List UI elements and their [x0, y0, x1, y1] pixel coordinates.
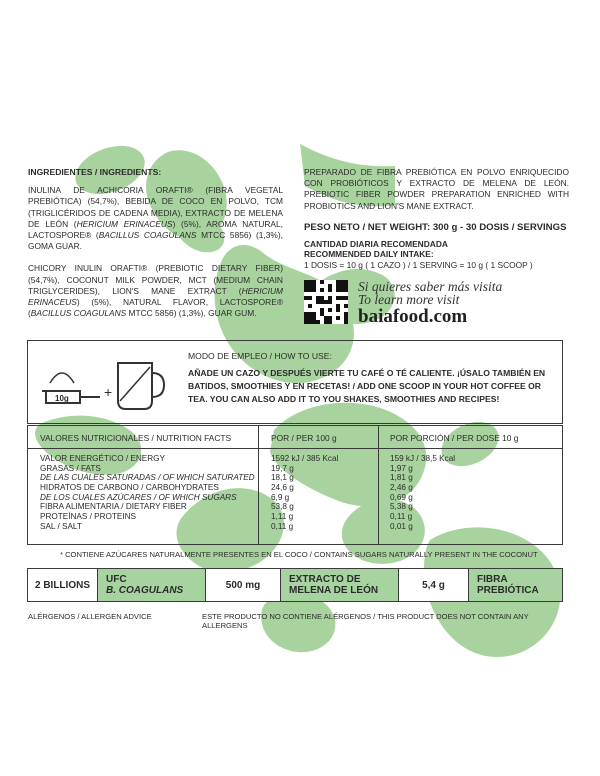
table-row — [28, 473, 562, 483]
nutrient-label: VALOR ENERGÉTICO / ENERGY — [40, 454, 165, 463]
daily-title-es: CANTIDAD DIARIA RECOMENDADA — [304, 239, 448, 250]
sugar-footnote: * CONTIENE AZÚCARES NATURALMENTE PRESENTES EN EL COCO / CONTAINS SUGARS NATURALLY PRESENT IN THE COCONUT — [60, 550, 538, 559]
website-link[interactable]: baiafood.com — [358, 306, 468, 328]
nutrient-perdose: 0,11 g — [390, 512, 413, 522]
nutrient-label: DE LAS CUALES SATURADAS / OF WHICH SATURATED — [40, 473, 255, 483]
extract-label: EXTRACTO DE MELENA DE LEÓN — [289, 574, 379, 596]
ing-es-c: ) (5%), AROMA NATURAL, LACTOSPORE® ( — [28, 218, 284, 241]
nutrient-perdose: 0,69 g — [390, 492, 413, 502]
nutrition-rows — [28, 454, 562, 532]
ing-es-a: INULINA DE ACHICORIA ORAFTI® (FIBRA VEGETAL PREBIÓTICA) (54,7%), BEBIDA DE COCO EN POLVO, TCM (TRIGLICÉRIDOS DE CADENA MEDIA), EXTRACTO DE MELENA DE LEÓN ( — [28, 185, 283, 229]
ingredients-en — [28, 263, 283, 319]
ufc-cell — [98, 569, 206, 601]
usage-body: AÑADE UN CAZO Y DESPUÉS VIERTE TU CAFÉ O TÉ CALIENTE. ¡ÚSALO TAMBIÉN EN BATIDOS, SMOOTHIES Y EN RECETAS! / ADD ONE SCOOP IN YOUR HOT COFFEE OR TEA. YOU CAN ALSO ADD IT TO YOU SHAKES, SMOOTHIES AND RECIPES! — [188, 368, 546, 404]
nutrient-per100: 6,9 g — [271, 492, 290, 502]
highlights-strip — [27, 568, 563, 602]
ingredients-es — [28, 185, 283, 252]
ing-en-a: CHICORY INULIN ORAFTI® (PREBIOTIC DIETARY FIBER) (54,7%), COCONUT MILK POWDER, MCT (MEDIUM CHAIN TRIGLYCERIDES), LION'S MANE EXTRACT ( — [28, 263, 283, 296]
mg-cell — [206, 569, 281, 601]
product-description: PREPARADO DE FIBRA PREBIÓTICA EN POLVO ENRIQUECIDO CON PROBIÓTICOS Y EXTRACTO DE MELENA DE LEÓN. PREBIOTIC FIBER POWDER PREPARATION ENRICHED WITH PROBIOTICS AND LION'S MANE EXTRACT. — [304, 167, 569, 211]
qr-code-icon[interactable] — [304, 280, 348, 324]
ingredients-section — [28, 167, 283, 330]
ing-en-e: MTCC 5856) (1,3%), GUAR GUM. — [126, 308, 257, 319]
nutrient-label: HIDRATOS DE CARBONO / CARBOHYDRATES — [40, 483, 219, 493]
table-row — [28, 502, 562, 512]
nutrient-per100: 1,11 g — [271, 512, 294, 522]
allergen-label: ALÉRGENOS / ALLERGEN ADVICE — [28, 612, 152, 621]
fiber-label: FIBRA PREBIÓTICA — [477, 574, 539, 596]
usage-text — [188, 351, 553, 406]
nutrient-per100: 0,11 g — [271, 521, 294, 531]
allergen-row — [28, 612, 562, 630]
fiber-grams-cell — [399, 569, 469, 601]
mg-value: 500 mg — [225, 579, 261, 591]
species-label: B. COAGULANS — [106, 585, 184, 596]
website-cta — [358, 280, 502, 328]
table-row — [28, 464, 562, 474]
nutrient-per100: 53,8 g — [271, 502, 294, 512]
scoop-label: 10g — [55, 394, 69, 403]
nutrition-header-perdose: POR PORCIÓN / PER DOSE 10 g — [390, 433, 519, 443]
table-row — [28, 512, 562, 522]
ing-en-b: HERICIUM ERINACEUS — [28, 285, 283, 308]
allergen-value: ESTE PRODUCTO NO CONTIENE ALÉRGENOS / THIS PRODUCT DOES NOT CONTAIN ANY ALLERGENS — [202, 612, 529, 630]
cta-es: Si quieres saber más visita — [358, 279, 503, 295]
nutrient-per100: 18,1 g — [271, 473, 294, 483]
table-row — [28, 493, 562, 503]
nutrient-label: PROTEÍNAS / PROTEINS — [40, 512, 136, 522]
nutrient-per100: 24,6 g — [271, 483, 294, 493]
nutrient-perdose: 0,01 g — [390, 521, 413, 531]
nutrient-label: DE LOS CUALES AZÚCARES / OF WHICH SUGARS — [40, 492, 237, 502]
ingredients-title: INGREDIENTES / INGREDIENTS: — [28, 167, 162, 177]
daily-intake-title — [304, 239, 569, 259]
usage-title: MODO DE EMPLEO / HOW TO USE: — [188, 351, 332, 361]
nutrition-header-per100: POR / PER 100 g — [271, 433, 337, 443]
table-row — [28, 522, 562, 532]
nutrient-per100: 19,7 g — [271, 463, 294, 473]
nutrition-table — [27, 425, 563, 545]
ing-en-c: ) (5%), NATURAL FLAVOR, LACTOSPORE® ( — [28, 297, 283, 319]
nutrient-label: FIBRA ALIMENTARIA / DIETARY FIBER — [40, 502, 187, 512]
nutrient-perdose: 159 kJ / 38,5 Kcal — [390, 454, 456, 463]
ing-es-e: MTCC 5856) (1,3%), GOMA GUAR. — [28, 230, 283, 252]
how-to-use-box — [27, 340, 563, 424]
table-row — [28, 483, 562, 493]
nutrient-perdose: 1,81 g — [390, 473, 413, 483]
nutrient-perdose: 1,97 g — [390, 463, 413, 473]
table-row — [28, 454, 562, 464]
net-weight: PESO NETO / NET WEIGHT: 300 g - 30 DOSIS / SERVINGS — [304, 221, 567, 233]
cta-en: To learn more visit — [358, 292, 460, 308]
ufc-label: UFC — [106, 574, 127, 585]
fiber-grams-value: 5,4 g — [422, 579, 445, 591]
nutrient-label: SAL / SALT — [40, 521, 82, 531]
nutrient-perdose: 2,46 g — [390, 483, 413, 493]
usage-illustration — [40, 353, 168, 413]
ing-es-b: HERICIUM ERINACEUS — [76, 218, 173, 229]
nutrient-per100: 1592 kJ / 385 Kcal — [271, 454, 339, 463]
billions-cell — [28, 569, 98, 601]
billions-value: 2 BILLIONS — [34, 579, 90, 591]
ing-en-d: BACILLUS COAGULANS — [30, 308, 127, 319]
nutrient-perdose: 5,38 g — [390, 502, 413, 512]
fiber-cell — [469, 569, 562, 601]
product-info-section — [304, 167, 569, 328]
daily-dose: 1 DOSIS = 10 g ( 1 CAZO ) / 1 SERVING = 10 g ( 1 SCOOP ) — [304, 260, 533, 271]
website-block — [304, 280, 569, 328]
ing-es-d: BACILLUS COAGULANS — [98, 230, 197, 241]
nutrient-label: GRASAS / FATS — [40, 463, 101, 473]
scoop-plus-cup-icon — [40, 353, 168, 413]
daily-title-en: RECOMMENDED DAILY INTAKE: — [304, 249, 434, 260]
plus-sign: + — [104, 384, 113, 400]
extract-cell — [281, 569, 399, 601]
nutrition-header-label: VALORES NUTRICIONALES / NUTRITION FACTS — [40, 433, 232, 443]
